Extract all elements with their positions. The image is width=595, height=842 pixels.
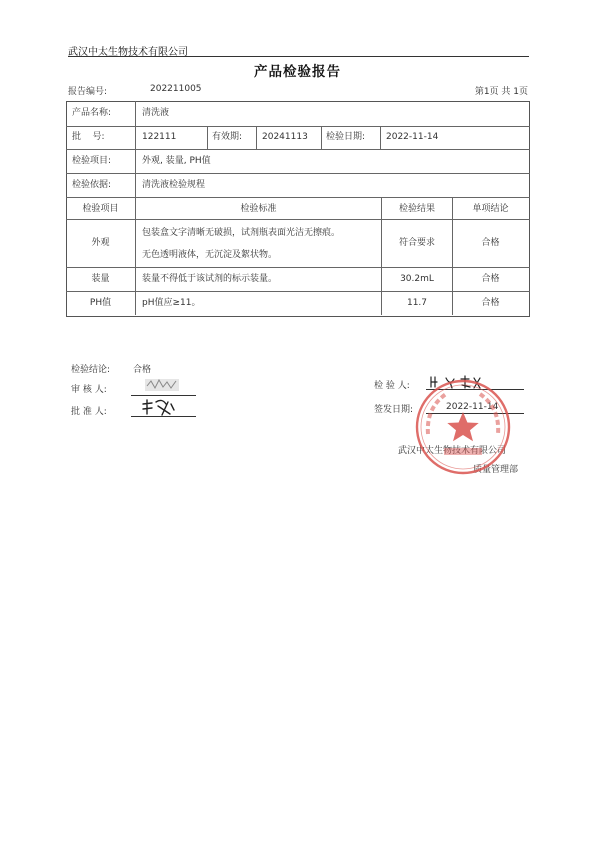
column-divider [135, 149, 136, 197]
table-row-conclusion: 合格 [481, 274, 500, 284]
test-basis-label: 检验依据: [72, 180, 112, 190]
issue-date-value: 2022-11-14 [446, 402, 499, 412]
header-divider [68, 56, 529, 57]
column-divider [135, 126, 136, 149]
test-date-value: 2022-11-14 [386, 132, 439, 142]
report-title: 产品检验报告 [254, 64, 341, 80]
report-number-label: 报告编号: [68, 87, 108, 97]
approver-signature-mark [140, 396, 178, 418]
expiry-label: 有效期: [212, 132, 243, 142]
issuer-department: 质量管理部 [473, 465, 519, 475]
conclusion-value: 合格 [133, 365, 152, 375]
column-divider [321, 126, 322, 149]
page-indicator: 第1页 共 1页 [474, 87, 528, 97]
expiry-value: 20241113 [262, 132, 308, 142]
table-row-result: 符合要求 [398, 238, 435, 248]
approver-label: 批 准 人: [71, 407, 107, 417]
column-divider [207, 126, 208, 149]
table-row-item: PH值 [89, 298, 112, 308]
company-header: 武汉中太生物技术有限公司 [68, 47, 188, 58]
column-divider [380, 126, 381, 149]
table-row-standard: 包装盒文字清晰无破损，试剂瓶表面光洁无擦痕。 [142, 228, 341, 238]
batch-number-label: 批 号: [72, 132, 105, 142]
test-items-value: 外观, 装量, PH值 [142, 156, 211, 166]
table-row-standard: 无色透明液体，无沉淀及絮状物。 [142, 250, 278, 260]
product-name-label: 产品名称: [72, 108, 112, 118]
column-header-conclusion: 单项结论 [472, 204, 509, 214]
reviewer-signature-mark [143, 376, 183, 394]
column-header-result: 检验结果 [398, 204, 435, 214]
table-row-standard: 装量不得低于该试剂的标示装量。 [142, 274, 278, 284]
table-row-conclusion: 合格 [481, 238, 500, 248]
report-meta-row [68, 84, 528, 98]
table-row-result: 30.2mL [400, 274, 434, 284]
test-items-label: 检验项目: [72, 156, 112, 166]
issuer-company: 武汉中太生物技术有限公司 [398, 446, 507, 456]
table-row-item: 外观 [91, 238, 110, 248]
batch-number-value: 122111 [142, 132, 177, 142]
inspector-label: 检 验 人: [374, 381, 410, 391]
issue-date-label: 签发日期: [374, 405, 414, 415]
product-name-value: 清洗液 [142, 108, 170, 118]
conclusion-label: 检验结论: [71, 365, 111, 375]
test-date-label: 检验日期: [326, 132, 366, 142]
column-divider [256, 126, 257, 149]
table-row-standard: pH值应≥11。 [142, 298, 201, 308]
report-number-value: 202211005 [150, 84, 202, 94]
test-basis-value: 清洗液检验规程 [142, 180, 206, 190]
reviewer-label: 审 核 人: [71, 385, 107, 395]
column-header-item: 检验项目 [82, 204, 119, 214]
inspection-table [66, 101, 530, 317]
table-row-item: 装量 [91, 274, 110, 284]
table-row-result: 11.7 [406, 298, 428, 308]
table-row-conclusion: 合格 [481, 298, 500, 308]
column-header-standard: 检验标准 [240, 204, 277, 214]
official-seal-stamp [414, 378, 512, 476]
column-divider [135, 101, 136, 126]
